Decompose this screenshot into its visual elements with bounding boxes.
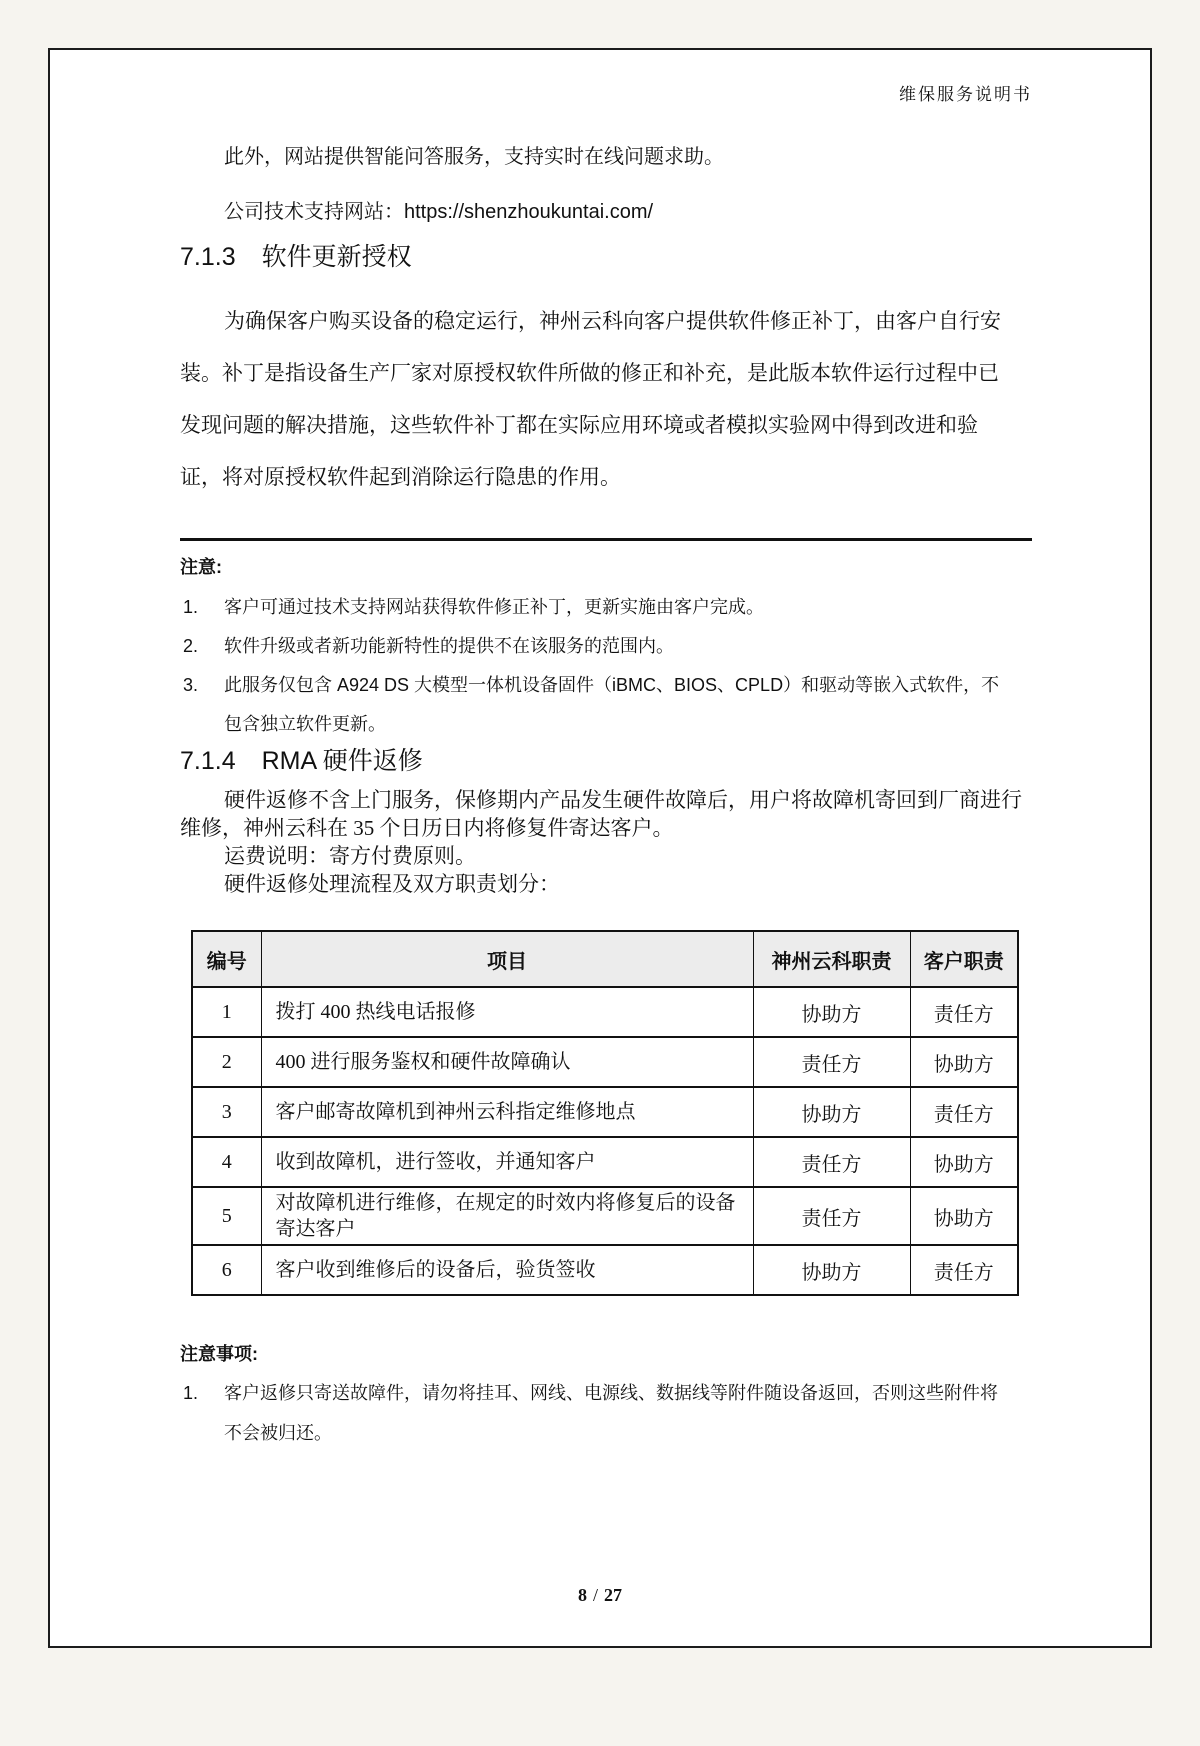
footer-separator: / bbox=[592, 1585, 598, 1605]
cell-vendor-duty: 协助方 bbox=[753, 1245, 910, 1295]
cell-customer-duty: 责任方 bbox=[910, 987, 1018, 1037]
cell-customer-duty: 协助方 bbox=[910, 1037, 1018, 1087]
note-item bbox=[180, 588, 1032, 627]
page-footer bbox=[50, 1585, 1150, 1606]
paragraph-line: 发现问题的解决措施，这些软件补丁都在实际应用环境或者模拟实验网中得到改进和验 bbox=[180, 414, 978, 437]
table-row bbox=[192, 1087, 1018, 1137]
note-list bbox=[180, 588, 1032, 744]
note-item-number: 1. bbox=[183, 597, 199, 617]
cell-item: 客户邮寄故障机到神州云科指定维修地点 bbox=[261, 1087, 753, 1137]
cell-customer-duty: 责任方 bbox=[910, 1087, 1018, 1137]
cell-item: 400 进行服务鉴权和硬件故障确认 bbox=[261, 1037, 753, 1087]
table-row bbox=[192, 1187, 1018, 1245]
table-row bbox=[192, 1037, 1018, 1087]
cell-item: 客户收到维修后的设备后，验货签收 bbox=[261, 1245, 753, 1295]
notice-item-number: 1. bbox=[183, 1383, 199, 1403]
section-number: 7.1.3 bbox=[180, 243, 236, 271]
paragraph-line: 装。补丁是指设备生产厂家对原授权软件所做的修正和补充，是此版本软件运行过程中已 bbox=[180, 362, 999, 385]
cell-no: 5 bbox=[192, 1187, 261, 1245]
table-intro-line: 硬件返修处理流程及双方职责划分： bbox=[224, 872, 560, 896]
section-title: RMA 硬件返修 bbox=[261, 747, 423, 775]
note-label: 注意: bbox=[180, 557, 222, 577]
paragraph-line: 证，将对原授权软件起到消除运行隐患的作用。 bbox=[180, 466, 621, 489]
doc-header-title: 维保服务说明书 bbox=[899, 85, 1032, 104]
cell-item: 拨打 400 热线电话报修 bbox=[261, 987, 753, 1037]
table-header-vendor-duty: 神州云科职责 bbox=[753, 931, 910, 987]
freight-note-line: 运费说明：寄方付费原则。 bbox=[224, 844, 476, 868]
section-title: 软件更新授权 bbox=[261, 243, 412, 271]
note-item-text: 软件升级或者新功能新特性的提供不在该服务的范围内。 bbox=[224, 636, 674, 656]
cell-vendor-duty: 责任方 bbox=[753, 1137, 910, 1187]
cell-customer-duty: 责任方 bbox=[910, 1245, 1018, 1295]
table-row bbox=[192, 1137, 1018, 1187]
section-number: 7.1.4 bbox=[180, 747, 236, 775]
notice-item-line: 不会被归还。 bbox=[224, 1423, 332, 1443]
table-header-no: 编号 bbox=[192, 931, 261, 987]
cell-no: 3 bbox=[192, 1087, 261, 1137]
cell-customer-duty: 协助方 bbox=[910, 1187, 1018, 1245]
paragraph-line: 硬件返修不含上门服务，保修期内产品发生硬件故障后，用户将故障机寄回到厂商进行 bbox=[224, 788, 1022, 812]
intro-line-2: 公司技术支持网站：https://shenzhoukuntai.com/ bbox=[224, 201, 654, 223]
intro-paragraphs bbox=[180, 130, 1032, 240]
cell-vendor-duty: 责任方 bbox=[753, 1037, 910, 1087]
cell-no: 4 bbox=[192, 1137, 261, 1187]
rma-process-table bbox=[191, 930, 1019, 1296]
cell-item: 对故障机进行维修，在规定的时效内将修复后的设备寄达客户 bbox=[261, 1187, 753, 1245]
footer-total-pages: 27 bbox=[604, 1585, 622, 1605]
table-header-row bbox=[192, 931, 1018, 987]
cell-item: 收到故障机，进行签收，并通知客户 bbox=[261, 1137, 753, 1187]
table-row bbox=[192, 987, 1018, 1037]
notice-list bbox=[180, 1373, 1032, 1453]
section-heading-7-1-4 bbox=[180, 744, 1032, 778]
cell-no: 1 bbox=[192, 987, 261, 1037]
note-item bbox=[180, 666, 1032, 744]
note-divider-rule bbox=[180, 538, 1032, 541]
paragraph-line: 维修，神州云科在 35 个日历日内将修复件寄达客户。 bbox=[180, 816, 674, 840]
cell-vendor-duty: 协助方 bbox=[753, 987, 910, 1037]
table-header-customer-duty: 客户职责 bbox=[910, 931, 1018, 987]
section-7-1-3-paragraph bbox=[180, 296, 1032, 504]
notice-item-line: 客户返修只寄送故障件，请勿将挂耳、网线、电源线、数据线等附件随设备返回，否则这些附件将 bbox=[224, 1383, 998, 1403]
table-header-item: 项目 bbox=[261, 931, 753, 987]
section-heading-7-1-3 bbox=[180, 240, 1032, 274]
note-item-number: 2. bbox=[183, 636, 199, 656]
notice-label: 注意事项: bbox=[180, 1344, 258, 1364]
note-item-line: 此服务仅包含 A924 DS 大模型一体机设备固件（iBMC、BIOS、CPLD）和驱动等嵌入式软件，不 bbox=[224, 675, 1000, 695]
footer-page-number: 8 bbox=[577, 1585, 587, 1605]
note-item-text bbox=[224, 666, 1032, 744]
note-item-number: 3. bbox=[183, 675, 199, 695]
cell-vendor-duty: 协助方 bbox=[753, 1087, 910, 1137]
note-item bbox=[180, 627, 1032, 666]
cell-no: 2 bbox=[192, 1037, 261, 1087]
section-7-1-4-paragraph bbox=[180, 786, 1032, 898]
document-page bbox=[48, 48, 1152, 1648]
intro-line-1: 此外，网站提供智能问答服务，支持实时在线问题求助。 bbox=[224, 146, 724, 168]
note-item-text: 客户可通过技术支持网站获得软件修正补丁，更新实施由客户完成。 bbox=[224, 597, 764, 617]
paragraph-line: 为确保客户购买设备的稳定运行，神州云科向客户提供软件修正补丁，由客户自行安 bbox=[224, 310, 1001, 333]
table-row bbox=[192, 1245, 1018, 1295]
notice-item bbox=[180, 1373, 1032, 1453]
notice-item-text bbox=[224, 1373, 1032, 1453]
cell-no: 6 bbox=[192, 1245, 261, 1295]
cell-vendor-duty: 责任方 bbox=[753, 1187, 910, 1245]
cell-customer-duty: 协助方 bbox=[910, 1137, 1018, 1187]
note-item-line: 包含独立软件更新。 bbox=[224, 714, 386, 734]
